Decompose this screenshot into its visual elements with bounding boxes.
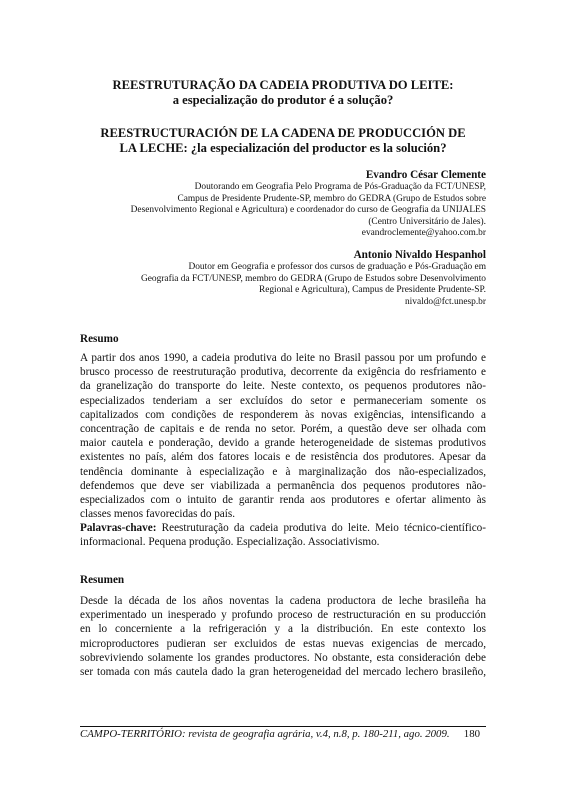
resumen-paragraph bbox=[80, 594, 486, 679]
keywords-paragraph bbox=[80, 521, 486, 549]
paragraph-line: especializados com o intuito de garantir renda aos produtores e ofertar alimento às bbox=[80, 493, 486, 506]
paragraph-line: A partir dos anos 1990, a cadeia produtiva do leite no Brasil passou por um profundo e bbox=[80, 352, 486, 364]
footer-divider bbox=[80, 726, 486, 727]
title-portuguese bbox=[80, 78, 486, 108]
paragraph-line: tendência dominante à especialização e à marginalização dos não-especializados, bbox=[80, 465, 486, 478]
author-affiliation-line: Doutorando em Geografia Pelo Programa de Pós-Graduação da FCT/UNESP, bbox=[194, 182, 486, 192]
paragraph-line: experimentado un inesperado y profundo proceso de restructuración en su producción bbox=[80, 609, 486, 622]
paragraph-line: especializados tenderiam a ser excluídos do setor e permaneceriam somente os bbox=[80, 394, 486, 407]
page-number: 180 bbox=[463, 728, 480, 740]
paragraph-line: capitalizados com condições de responderem às novas exigências, intensificando a bbox=[80, 408, 486, 421]
author-block-2 bbox=[56, 248, 486, 308]
paragraph-line: Desde la década de los años noventas la cadena productora de leche brasileña ha bbox=[80, 595, 486, 607]
title-pt-line-2: a especialização do produtor é a solução? bbox=[172, 93, 394, 107]
resumen-heading: Resumen bbox=[80, 574, 125, 586]
title-es-line-2: LA LECHE: ¿la especialización del productor es la solución? bbox=[119, 141, 447, 155]
paragraph-line: maior cautela e ponderação, devido a grande heterogeneidade de sistemas produtivos bbox=[80, 437, 486, 450]
author-email: evandroclemente@yahoo.com.br bbox=[361, 228, 486, 239]
page-footer bbox=[80, 728, 486, 741]
paragraph-line: existentes no país, além dos fatores locais e de resistência dos produtores. Apesar da bbox=[80, 451, 486, 464]
author-email: nivaldo@fct.unesp.br bbox=[404, 296, 486, 307]
author-name: Evandro César Clemente bbox=[365, 169, 486, 181]
resumo-heading: Resumo bbox=[80, 333, 119, 345]
keywords-line-2: informacional. Pequena produção. Especialização. Associativismo. bbox=[80, 536, 380, 549]
author-affiliation-line: Regional e Agricultura), Campus de Presidente Prudente-SP. bbox=[258, 285, 486, 296]
paragraph-line: defendemos que deve ser viabilizada a permanência dos pequenos produtores não- bbox=[80, 479, 486, 492]
author-affiliation-line: Geografia da FCT/UNESP, membro do GEDRA (Grupo de Estudos sobre Desenvolvimento bbox=[140, 273, 486, 284]
keywords-label: Palavras-chave: bbox=[80, 522, 157, 534]
paragraph-line: ser tomada con más cautela dado la gran heterogeneidad del mercado lechero brasileño, bbox=[80, 665, 486, 678]
paragraph-line: da granelização do transporte do leite. Neste contexto, os pequenos produtores não- bbox=[80, 380, 486, 393]
title-pt-line-1: REESTRUTURAÇÃO DA CADEIA PRODUTIVA DO LEITE: bbox=[112, 78, 454, 92]
keywords-text: Reestruturação da cadeia produtiva do leite. Meio técnico-científico- bbox=[161, 522, 486, 534]
title-es-line-1: REESTRUCTURACIÓN DE LA CADENA DE PRODUCCIÓN DE bbox=[100, 126, 466, 140]
paragraph-line: classes menos favorecidas do país. bbox=[80, 508, 236, 521]
author-block-1 bbox=[56, 168, 486, 240]
paragraph-line: en lo concerniente a la refrigeración y a la distribución. En este contexto los bbox=[80, 623, 486, 636]
author-affiliation-line: Doutor em Geografia e professor dos cursos de graduação e Pós-Graduação em bbox=[188, 262, 486, 272]
keywords-line-1 bbox=[80, 521, 486, 535]
author-name: Antonio Nivaldo Hespanhol bbox=[353, 249, 486, 261]
title-spanish bbox=[80, 126, 486, 156]
author-affiliation-line: Campus de Presidente Prudente-SP, membro do GEDRA (Grupo de Estudos sobre bbox=[177, 193, 486, 204]
paragraph-line: microproductores pudieran ser excluidos de estas nuevas exigencias de mercado, bbox=[80, 637, 486, 650]
author-affiliation-line: Desenvolvimento Regional e Agricultura) e coordenador do curso de Geografia da UNIJALES bbox=[130, 205, 486, 216]
paragraph-line: brusco processo de reestruturação produtiva, decorrente da exigência do resfriamento e bbox=[80, 366, 486, 379]
paragraph-line: sobreviviendo solamente los grandes productores. No obstante, esta consideración debe bbox=[80, 651, 486, 664]
resumo-paragraph bbox=[80, 351, 486, 521]
author-affiliation-line: (Centro Universitário de Jales). bbox=[368, 216, 486, 227]
paragraph-line: concentração de capitais e de renda no setor. Porém, a questão deve ser olhada com bbox=[80, 422, 486, 435]
journal-citation: CAMPO-TERRITÓRIO: revista de geografia agrária, v.4, n.8, p. 180-211, ago. 2009. bbox=[80, 728, 450, 740]
